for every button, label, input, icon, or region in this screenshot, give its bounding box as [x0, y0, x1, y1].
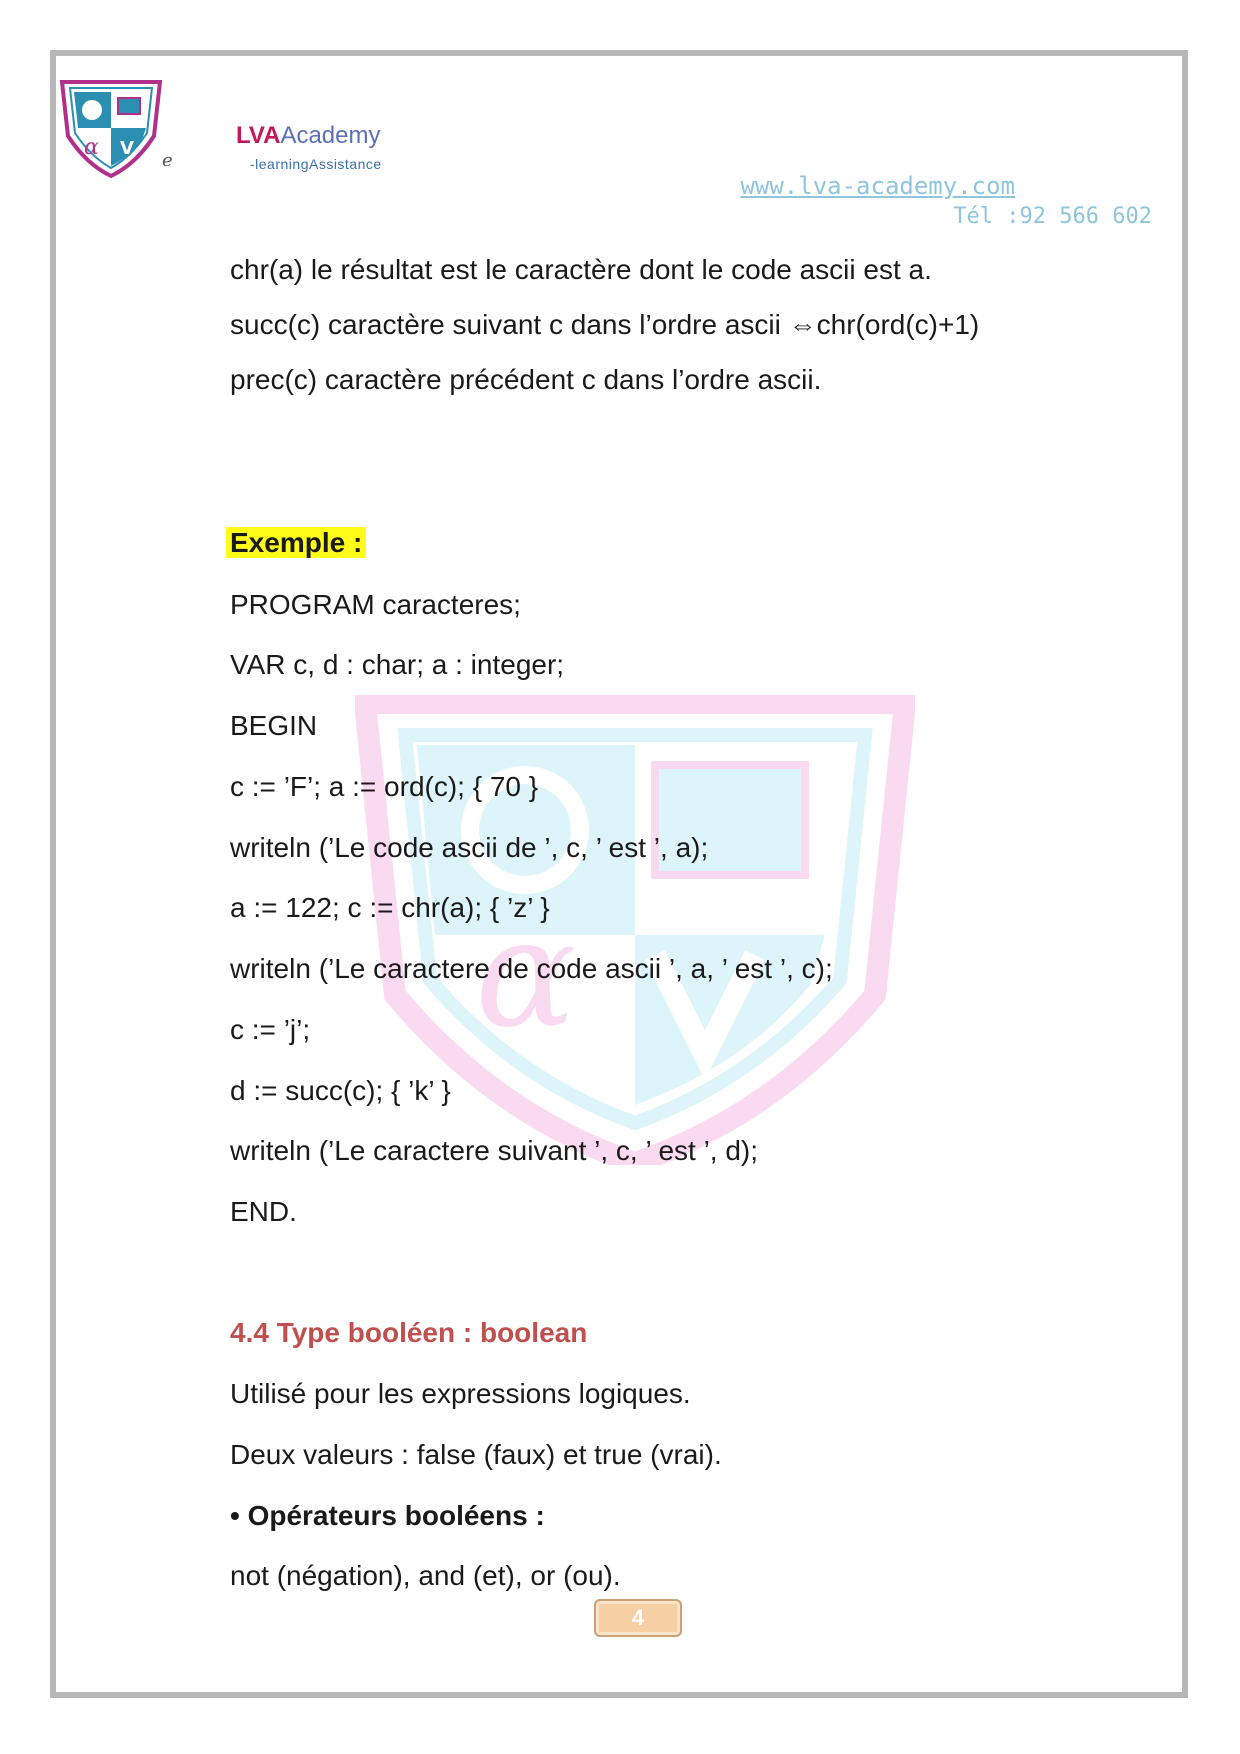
code-line: writeln (’Le caractere de code ascii ’, a, ’ est ’, c); [230, 953, 833, 984]
body-line-3: prec(c) caractère précédent c dans l’ordre ascii. [230, 364, 822, 395]
section-title: 4.4 Type booléen : boolean [230, 1317, 588, 1348]
svg-text:α: α [475, 887, 577, 1061]
operators-title: • Opérateurs booléens : [230, 1500, 545, 1531]
svg-text:α: α [84, 135, 99, 160]
example-heading [230, 526, 366, 560]
brand-academy: Academy [280, 122, 381, 149]
website-link[interactable]: www.lva-academy.com [740, 172, 1015, 200]
code-line: writeln (’Le code ascii de ’, c, ’ est ’, a); [230, 832, 709, 863]
section-line-1: Utilisé pour les expressions logiques. [230, 1378, 691, 1409]
brand-lva: LVA [236, 122, 281, 149]
code-line: VAR c, d : char; a : integer; [230, 649, 565, 680]
code-line: c := ’F’; a := ord(c); { 70 } [230, 771, 539, 802]
code-line: writeln (’Le caractere suivant ’, c, ’ est ’, d); [230, 1135, 759, 1166]
body-line-2: succ(c) caractère suivant c dans l’ordre ascii ⇔chr(ord(c)+1) [230, 309, 980, 340]
code-line: a := 122; c := chr(a); { ’z’ } [230, 892, 550, 923]
code-line: BEGIN [230, 710, 318, 741]
section-line-2: Deux valeurs : false (faux) et true (vrai). [230, 1439, 722, 1470]
code-line: d := succ(c); { ’k’ } [230, 1075, 451, 1106]
code-line: END. [230, 1196, 297, 1227]
academy-logo [56, 78, 166, 178]
code-line: c := ’j’; [230, 1014, 311, 1045]
operators-line: not (négation), and (et), or (ou). [230, 1560, 621, 1591]
page-number: 4 [594, 1599, 682, 1637]
body-line-1: chr(a) le résultat est le caractère dont le code ascii est a. [230, 254, 932, 285]
svg-text:V: V [120, 138, 134, 159]
brand-name [236, 122, 380, 150]
example-label: Exemple : [226, 527, 366, 558]
logo-suffix: e [162, 150, 173, 171]
code-line: PROGRAM caracteres; [230, 589, 521, 620]
phone-number: Tél :92 566 602 [953, 204, 1152, 229]
brand-tagline: -learningAssistance [250, 156, 382, 172]
